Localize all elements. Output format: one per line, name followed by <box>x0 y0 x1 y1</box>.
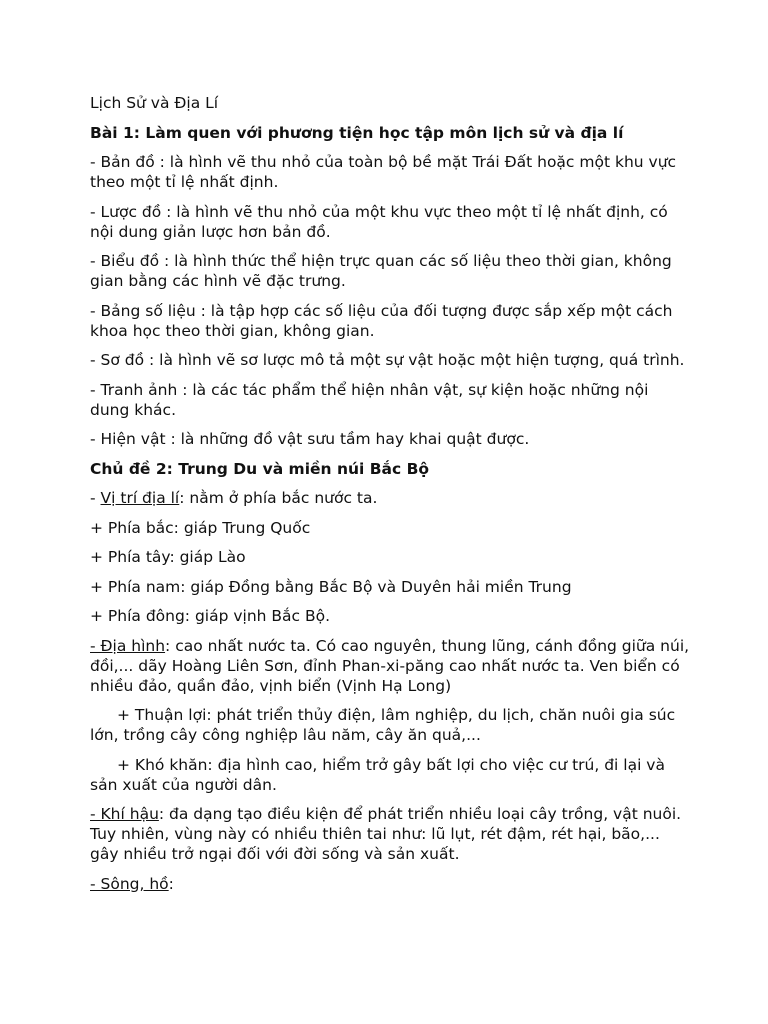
climate-text: : đa dạng tạo điều kiện để phát triển nhiều loại cây trồng, vật nuôi. Tuy nhiên, vùng này có nhiều thiên tai như: lũ lụt, rét đậm, rét hại, bão,... gây nhiều trở ngại đối với đời sống và sản xuất. <box>90 805 682 863</box>
climate-label: - Khí hậu <box>90 805 159 823</box>
subject-heading: Lịch Sử và Địa Lí <box>90 94 219 112</box>
lesson1-item-chart: - Biểu đồ : là hình thức thể hiện trực quan các số liệu theo thời gian, không gian bằng các hình vẽ đặc trưng. <box>90 252 672 290</box>
location-label: Vị trí địa lí <box>100 489 180 507</box>
lesson1-item-diagram: - Sơ đồ : là hình vẽ sơ lược mô tả một sự vật hoặc một hiện tượng, quá trình. <box>90 351 685 369</box>
rivers-label: - Sông, hồ <box>90 874 169 893</box>
rivers-text: : <box>168 874 174 893</box>
terrain-paragraph <box>90 636 690 696</box>
lesson1-item-pictures: - Tranh ảnh : là các tác phẩm thể hiện nhân vật, sự kiện hoặc những nội dung khác. <box>90 380 649 419</box>
lesson1-item-data-table: - Bảng số liệu : là tập hợp các số liệu của đối tượng được sắp xếp một cách khoa học theo thời gian, không gian. <box>90 301 673 340</box>
location-prefix: - <box>90 489 101 507</box>
climate-paragraph <box>90 804 690 864</box>
border-south: + Phía nam: giáp Đồng bằng Bắc Bộ và Duyên hải miền Trung <box>90 577 572 596</box>
lesson1-item-map: - Bản đồ : là hình vẽ thu nhỏ của toàn bộ bề mặt Trái Đất hoặc một khu vực theo một tỉ lệ nhất định. <box>90 153 677 191</box>
border-north: + Phía bắc: giáp Trung Quốc <box>90 518 311 537</box>
border-east: + Phía đông: giáp vịnh Bắc Bộ. <box>90 607 331 625</box>
rivers-paragraph <box>90 874 690 894</box>
lesson1-item-sketch-map: - Lược đồ : là hình vẽ thu nhỏ của một khu vực theo một tỉ lệ nhất định, có nội dung giản lược hơn bản đồ. <box>90 202 668 241</box>
location-text: : nằm ở phía bắc nước ta. <box>179 489 378 507</box>
terrain-text: : cao nhất nước ta. Có cao nguyên, thung lũng, cánh đồng giữa núi, đồi,... dãy Hoàng Liên Sơn, đỉnh Phan-xi-păng cao nhất nước ta. Ven biển có nhiều đảo, quần đảo, vịnh biển (Vịnh Hạ Long) <box>90 636 690 695</box>
difficulty-paragraph: + Khó khăn: địa hình cao, hiểm trở gây bất lợi cho việc cư trú, đi lại và sản xuất của người dân. <box>90 755 665 794</box>
location-paragraph <box>90 488 690 508</box>
lesson1-title: Bài 1: Làm quen với phương tiện học tập môn lịch sử và địa lí <box>90 123 624 142</box>
advantage-paragraph: + Thuận lợi: phát triển thủy điện, lâm nghiệp, du lịch, chăn nuôi gia súc lớn, trồng cây công nghiệp lâu năm, cây ăn quả,... <box>90 706 676 744</box>
topic2-title: Chủ đề 2: Trung Du và miền núi Bắc Bộ <box>90 459 430 478</box>
document-page <box>90 93 690 903</box>
lesson1-item-artifacts: - Hiện vật : là những đồ vật sưu tầm hay khai quật được. <box>90 430 530 448</box>
terrain-label: - Địa hình <box>90 636 166 655</box>
border-west: + Phía tây: giáp Lào <box>90 548 246 566</box>
